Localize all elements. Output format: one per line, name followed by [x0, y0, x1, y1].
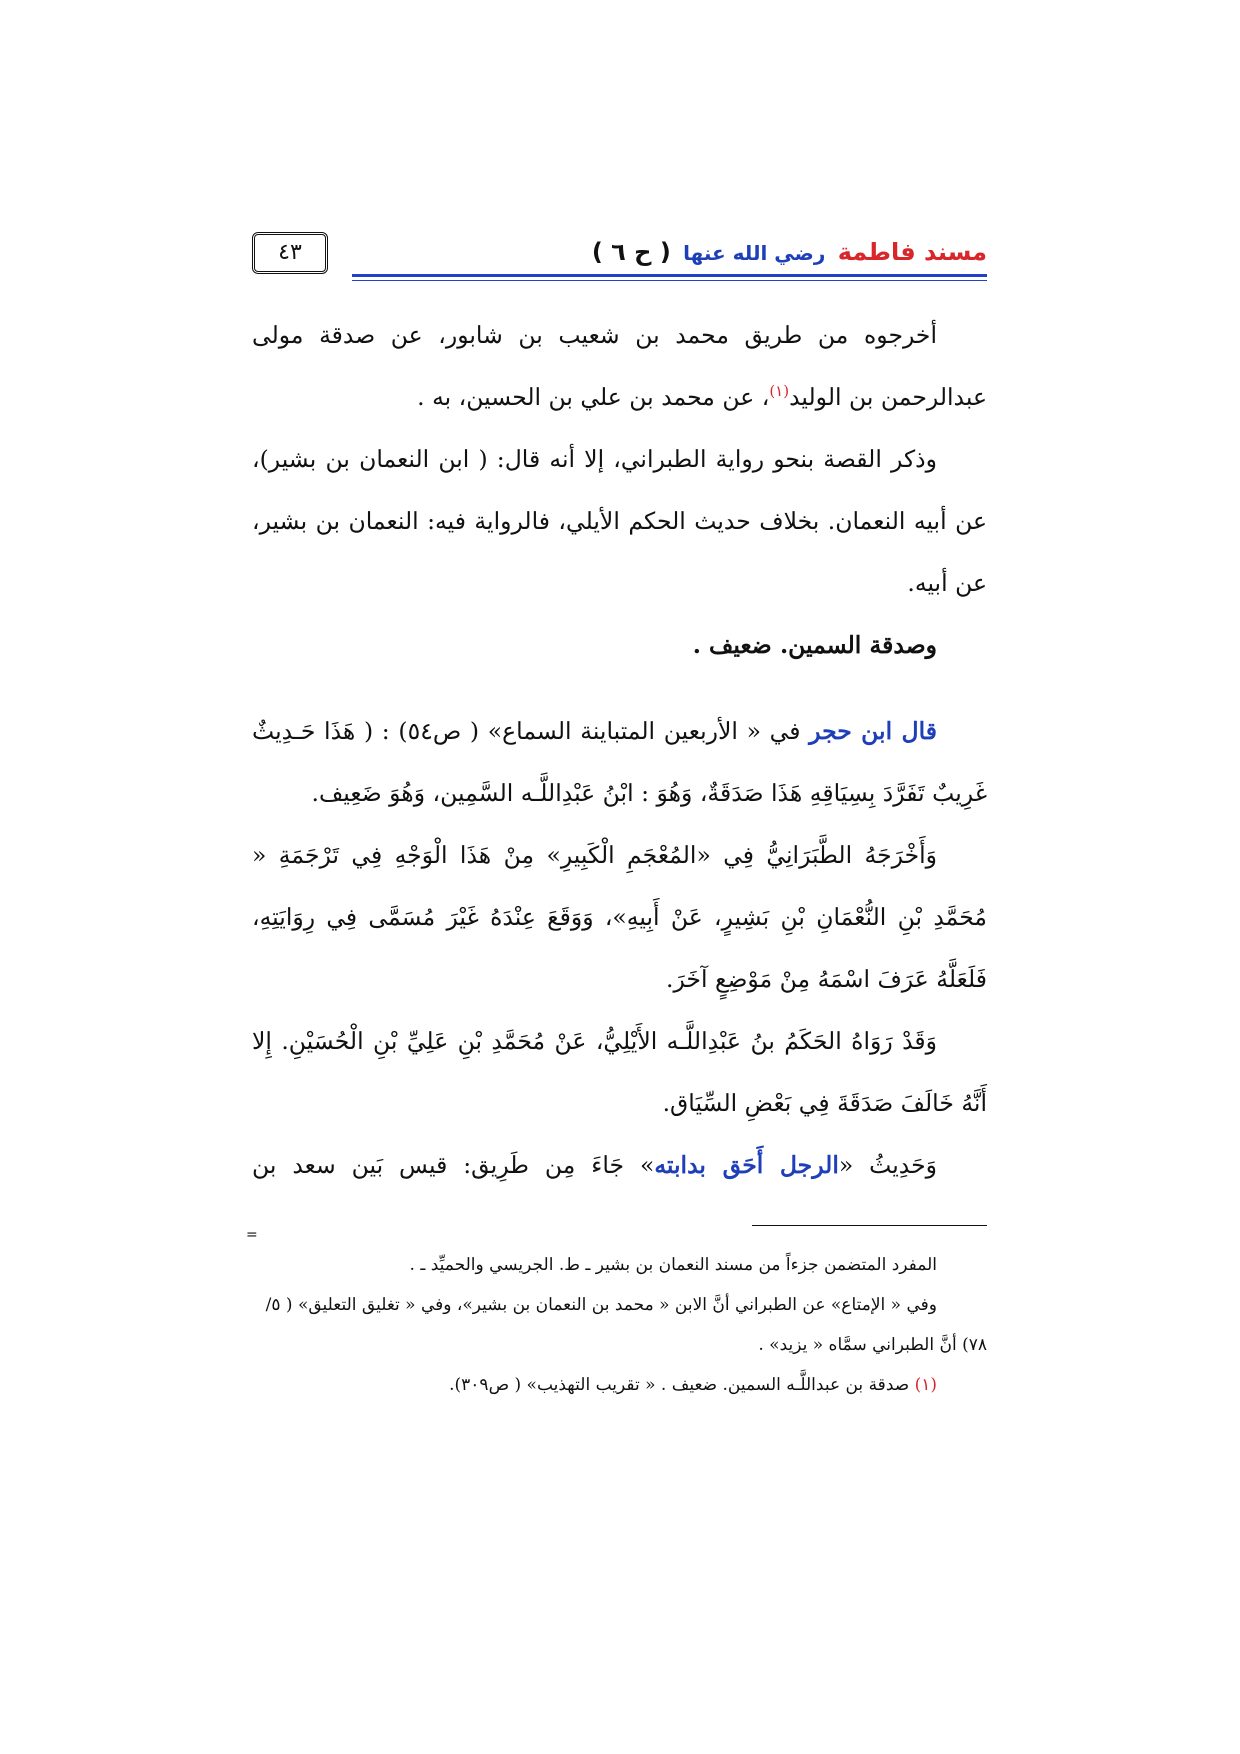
running-title-part: ( ح ٦ ): [591, 238, 671, 266]
paragraph-5: وَأَخْرَجَهُ الطَّبَرَانِيُّ فِي «المُعْجَمِ الْكَبِيرِ» مِنْ هَذَا الْوَجْهِ فِي تَرْجَمَةِ « مُحَمَّدِ بْنِ النُّعْمَانِ بْنِ بَشِيرٍ، عَنْ أَبِيهِ»، وَوَقَعَ عِنْدَهُ غَيْرَ مُسَمَّى فِي رِوَايَتِهِ، فَلَعَلَّهُ عَرَفَ اسْمَهُ مِنْ مَوْضِعٍ آخَرَ.: [252, 841, 987, 993]
paragraph-2: وذكر القصة بنحو رواية الطبراني، إلا أنه قال: ( ابن النعمان بن بشير)، عن أبيه النعمان. بخلاف حديث الحكم الأيلي، فالرواية فيه: النعمان بن بشير، عن أبيه.: [252, 445, 987, 597]
main-text: [252, 304, 987, 1196]
running-title: [592, 236, 987, 269]
paragraph-7-start: وَحَدِيثُ «: [838, 1151, 937, 1179]
footnote-1: [252, 1365, 987, 1405]
header-divider: [352, 274, 987, 281]
running-title-name: مسند فاطمة: [837, 238, 987, 266]
page-header: [252, 236, 987, 280]
footnote-1-text: صدقة بن عبداللَّـه السمين. ضعيف . « تقريب التهذيب» ( ص٣٠٩).: [449, 1375, 910, 1395]
paragraph-1-end: ، عن محمد بن علي بن الحسين، به .: [417, 383, 770, 411]
paragraph-1-text: أخرجوه من طريق محمد بن شعيب بن شابور، عن صدقة مولى عبدالرحمن بن الوليد: [252, 321, 987, 411]
paragraph-4-text: في « الأربعين المتباينة السماع» ( ص٥٤) : ( هَذَا حَـدِيثٌ غَرِيبٌ تَفَرَّدَ بِسِيَاقِهِ هَذَا صَدَقَةٌ، وَهُوَ : ابْنُ عَبْدِاللَّـه السَّمِين، وَهُوَ ضَعِيف.: [252, 717, 987, 807]
footnote-divider: [752, 1225, 987, 1226]
hadith-title: الرجل أَحَق بدابته: [654, 1151, 839, 1179]
quoted-author: قال ابن حجر: [809, 717, 937, 745]
footnote-reference: (١): [769, 382, 790, 401]
running-title-honorific: رضي الله عنها: [683, 241, 826, 265]
paragraph-gap: [252, 676, 987, 700]
paragraph-4: [252, 700, 987, 824]
footnote-continued-1: المفرد المتضمن جزءاً من مسند النعمان بن بشير ـ ط. الجريسي والحميِّد ـ .: [409, 1255, 937, 1275]
page-number: ٤٣: [252, 232, 328, 274]
footnote-1-number: (١): [914, 1375, 937, 1395]
paragraph-6: وَقَدْ رَوَاهُ الحَكَمُ بنُ عَبْدِاللَّـه الأَيْلِيُّ، عَنْ مُحَمَّدِ بْنِ عَلِيِّ بْنِ الْحُسَيْنِ. إِلا أَنَّهُ خَالَفَ صَدَقَةَ فِي بَعْضِ السِّيَاق.: [252, 1027, 987, 1117]
footnote-continuation-mark: =: [246, 1227, 258, 1243]
footnote-continued-2: وفي « الإمتاع» عن الطبراني أنَّ الابن « محمد بن النعمان بن بشير»، وفي « تغليق التعليق» ( ٥/ ٧٨) أنَّ الطبراني سمَّاه « يزيد» .: [265, 1295, 987, 1355]
footnotes: [252, 1245, 987, 1405]
paragraph-1: [252, 304, 987, 428]
paragraph-7: [252, 1134, 987, 1196]
paragraph-3: وصدقة السمين. ضعيف .: [692, 631, 937, 659]
paragraph-7-end: » جَاءَ مِن طَرِيق: قيس بَين سعد بن: [252, 1151, 655, 1179]
